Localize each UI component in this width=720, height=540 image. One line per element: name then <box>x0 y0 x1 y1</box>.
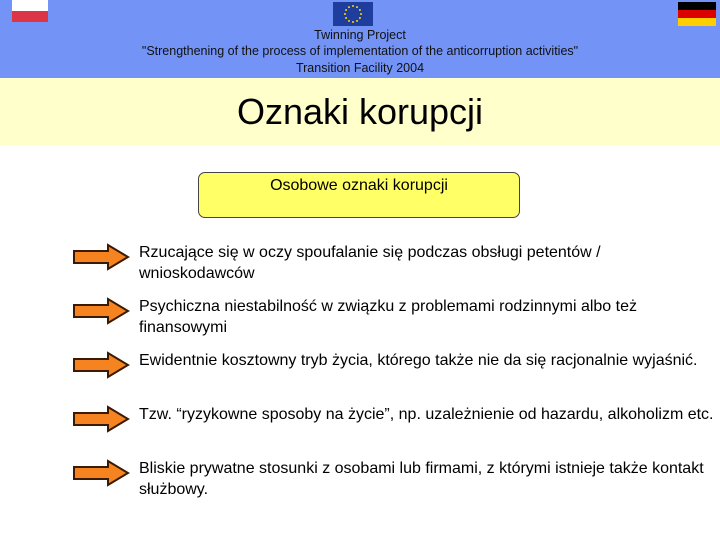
eu-star-icon <box>352 21 354 23</box>
eu-star-icon <box>360 13 362 15</box>
project-subtitle: "Strengthening of the process of implementation of the anticorruption activities" <box>141 44 579 58</box>
item-text: Tzw. “ryzykowne sposoby na życie”, np. uzależnienie od hazardu, alkoholizm etc. <box>139 406 714 423</box>
eu-flag-icon <box>333 2 373 26</box>
eu-star-icon <box>348 6 350 8</box>
eu-star-icon <box>344 13 346 15</box>
page-title: Oznaki korupcji <box>236 91 484 132</box>
item-text: Ewidentnie kosztowny tryb życia, którego także nie da się racjonalnie wyjaśnić. <box>139 352 698 369</box>
arrow-right-icon <box>72 242 130 272</box>
eu-star-icon <box>356 6 358 8</box>
eu-star-icon <box>359 17 361 19</box>
germany-flag-icon <box>678 2 716 26</box>
item-text: Rzucające się w oczy spoufalanie się podczas obsługi petentów / wnioskodawców <box>139 244 601 282</box>
arrow-right-icon <box>72 296 130 326</box>
category-box: Osobowe oznaki korupcji <box>198 172 520 218</box>
eu-star-icon <box>348 20 350 22</box>
project-facility: Transition Facility 2004 <box>295 61 425 75</box>
poland-flag-icon <box>12 0 48 22</box>
arrow-right-icon <box>72 350 130 380</box>
item-text: Bliskie prywatne stosunki z osobami lub firmami, z którymi istnieje także kontakt służbowy. <box>139 460 704 498</box>
arrow-right-icon <box>72 404 130 434</box>
header-banner <box>0 0 720 78</box>
eu-star-icon <box>352 5 354 7</box>
eu-star-icon <box>359 9 361 11</box>
eu-star-icon <box>345 9 347 11</box>
item-text: Psychiczna niestabilność w związku z problemami rodzinnymi albo też finansowymi <box>139 298 637 336</box>
eu-star-icon <box>345 17 347 19</box>
title-bar <box>0 78 720 145</box>
project-name: Twinning Project <box>314 28 406 42</box>
arrow-right-icon <box>72 458 130 488</box>
eu-star-icon <box>356 20 358 22</box>
